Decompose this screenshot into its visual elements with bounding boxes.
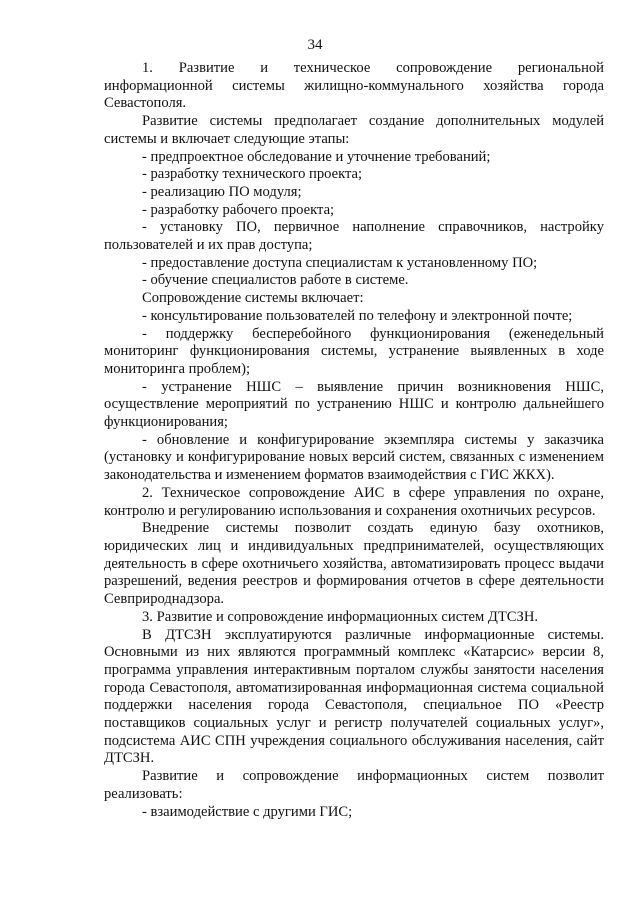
list-item: - обучение специалистов работе в системе.	[142, 272, 409, 289]
list-item: - обновление и конфигурирование экземпляра системы у заказчика (установку и конфигурирование новых версий систем, связанных с изменением законодательства и изменением форматов взаимодействия с ГИС ЖКХ).	[104, 431, 604, 484]
list-item: - поддержку бесперебойного функционирования (еженедельный мониторинг функционирования системы, устранение выявленных в ходе мониторинга проблем);	[104, 325, 604, 377]
section-1-heading: 1. Развитие и техническое сопровождение региональной информационной системы жилищно-коммунального хозяйства города Севастополя.	[104, 60, 604, 112]
list-item: - разработку технического проекта;	[142, 166, 363, 183]
section-2-heading: 2. Техническое сопровождение АИС в сфере управления по охране, контролю и регулированию использования и сохранения охотничьих ресурсов.	[104, 484, 604, 519]
list-item: - взаимодействие с другими ГИС;	[142, 803, 353, 820]
page-number: 34	[307, 37, 323, 53]
list-item: - предоставление доступа специалистам к установленному ПО;	[142, 254, 538, 271]
list-item: - реализацию ПО модуля;	[142, 183, 302, 200]
paragraph-development-stages: Развитие системы предполагает создание дополнительных модулей системы и включает следующие этапы:	[104, 113, 604, 147]
section-3-heading: 3. Развитие и сопровождение информационных систем ДТСЗН.	[142, 608, 539, 625]
list-item: - разработку рабочего проекта;	[142, 201, 335, 218]
paragraph-implementation: Внедрение системы позволит создать единую базу охотников, юридических лиц и индивидуальных предпринимателей, осуществляющих деятельность в сфере охотничьего хозяйства, автоматизировать процесс выдачи разрешений, ведения реестров и формирования отчетов в сфере деятельности Севприроднадзора.	[104, 520, 604, 608]
paragraph-development-allows: Развитие и сопровождение информационных систем позволит реализовать:	[104, 768, 604, 802]
paragraph-support-intro: Сопровождение системы включает:	[142, 290, 364, 307]
list-item: - консультирование пользователей по телефону и электронной почте;	[142, 307, 573, 324]
document-body	[104, 60, 604, 821]
paragraph-dtszn-systems: В ДТСЗН эксплуатируются различные информационные системы. Основными из них являются программный комплекс «Катарсис» версии 8, программа управления интерактивным порталом службы занятости населения города Севастополя, автоматизированная информационная система социальной поддержки населения города Севастополя, специальное ПО «Реестр поставщиков социальных услуг и регистр получателей социальных услуг», подсистема АИС СПН учреждения социального обслуживания населения, сайт ДТСЗН.	[104, 626, 604, 767]
list-item: - установку ПО, первичное наполнение справочников, настройку пользователей и их прав доступа;	[104, 219, 604, 254]
list-item: - предпроектное обследование и уточнение требований;	[142, 148, 491, 165]
list-item: - устранение НШС – выявление причин возникновения НШС, осуществление мероприятий по устранению НШС и контролю дальнейшего функционирования;	[104, 378, 604, 431]
